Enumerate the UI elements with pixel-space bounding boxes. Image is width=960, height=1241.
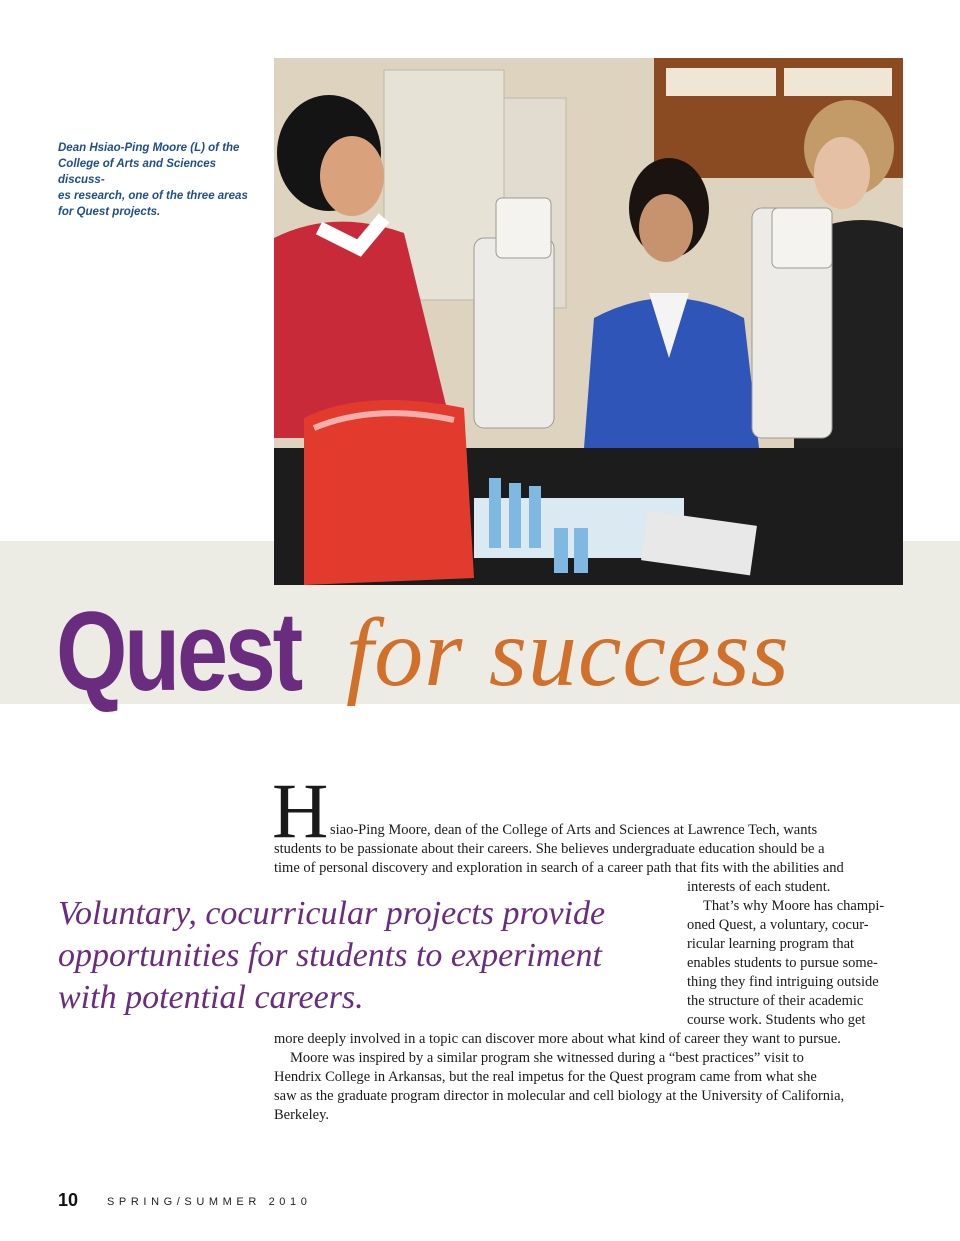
- pull-quote: [58, 893, 678, 1019]
- pull-quote-line: with potential careers.: [58, 979, 364, 1016]
- body-line: Hendrix College in Arkansas, but the real impetus for the Quest program came from what she: [274, 1069, 817, 1085]
- photo-caption: [58, 140, 263, 220]
- body-line: thing they find intriguing outside: [687, 974, 879, 990]
- drop-cap: H: [272, 767, 329, 854]
- title-word-quest: Quest: [56, 589, 300, 714]
- body-line: saw as the graduate program director in molecular and cell biology at the University of California,: [274, 1088, 845, 1104]
- caption-line: College of Arts and Sciences discuss-: [58, 158, 217, 186]
- lab-photo-illustration: [274, 58, 903, 585]
- title-phrase-for-success: for success: [346, 599, 790, 707]
- body-line: oned Quest, a voluntary, cocur-: [687, 917, 869, 933]
- body-line: more deeply involved in a topic can discover more about what kind of career they want to pursue.: [274, 1031, 841, 1047]
- body-line: students to be passionate about their careers. She believes undergraduate education should be a: [274, 841, 825, 857]
- caption-line: Dean Hsiao-Ping Moore (L) of the: [58, 142, 240, 154]
- issue-label: SPRING/SUMMER 2010: [107, 1196, 312, 1208]
- body-line: Moore was inspired by a similar program she witnessed during a “best practices” visit to: [290, 1050, 804, 1066]
- body-line: Berkeley.: [274, 1107, 330, 1123]
- body-line: enables students to pursue some-: [687, 955, 878, 971]
- article-title: [56, 589, 790, 714]
- body-line: ricular learning program that: [687, 936, 855, 952]
- body-line: That’s why Moore has champi-: [703, 898, 885, 914]
- body-line: course work. Students who get: [687, 1012, 866, 1028]
- caption-line: for Quest projects.: [58, 206, 161, 218]
- body-line: interests of each student.: [687, 879, 831, 895]
- body-line: time of personal discovery and exploration in search of a career path that fits with the abilities and: [274, 860, 844, 876]
- body-line: siao-Ping Moore, dean of the College of Arts and Sciences at Lawrence Tech, wants: [330, 822, 818, 838]
- lab-photo: [274, 58, 903, 585]
- pull-quote-line: Voluntary, cocurricular projects provide: [58, 895, 606, 932]
- pull-quote-line: opportunities for students to experiment: [58, 937, 602, 974]
- caption-line: es research, one of the three areas: [58, 190, 248, 202]
- body-line: the structure of their academic: [687, 993, 864, 1009]
- page-number: 10: [58, 1190, 79, 1210]
